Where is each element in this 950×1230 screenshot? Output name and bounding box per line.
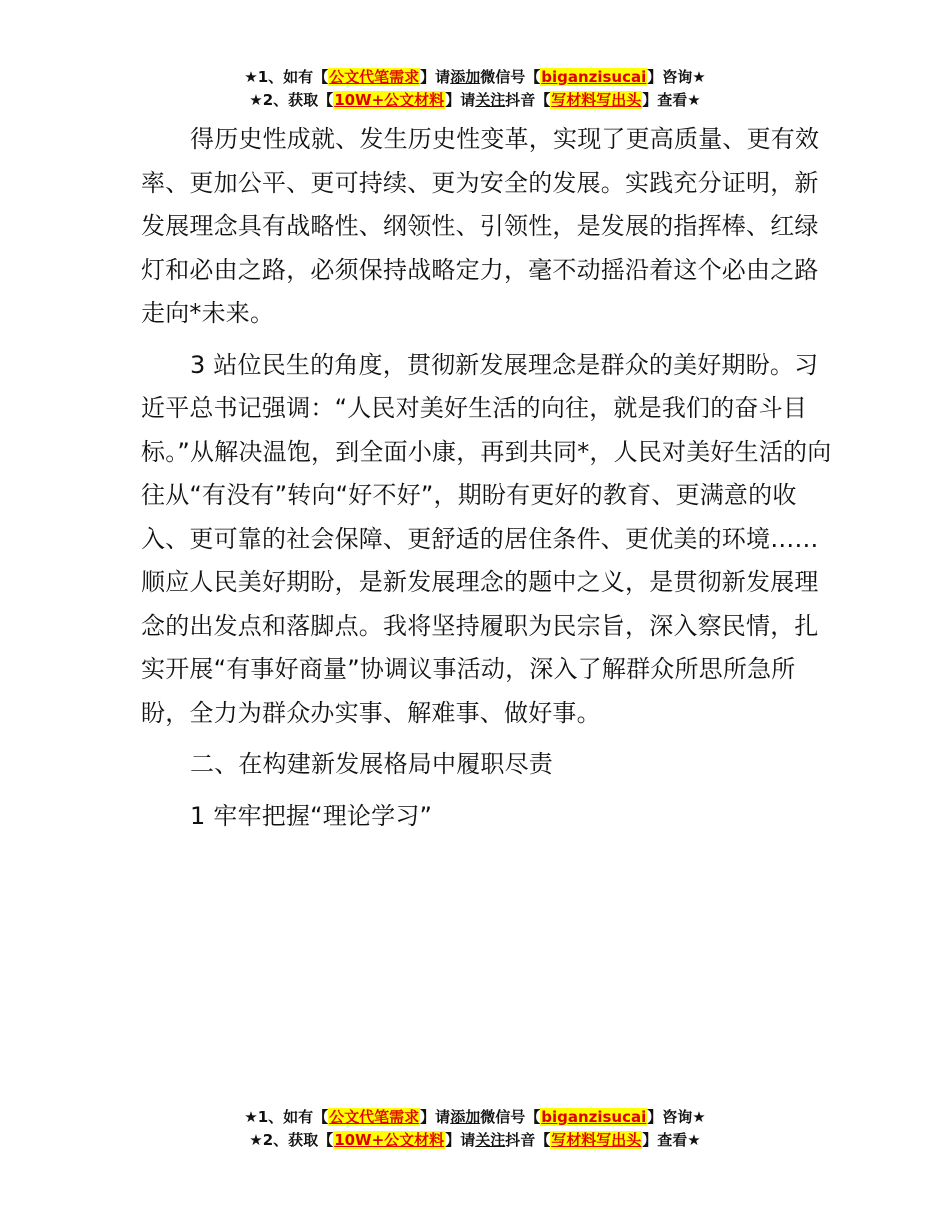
subsection-heading: 1 牢牢把握“理论学习” <box>190 801 433 830</box>
document-body <box>141 118 841 838</box>
highlight-douyin-id: 写材料写出头 <box>551 1131 642 1149</box>
section-heading: 二、在构建新发展格局中履职尽责 <box>190 750 553 778</box>
header-line-2: ★2、获取【10W+公文材料】请关注抖音【写材料写出头】查看★ <box>249 91 701 109</box>
highlight-wechat-id: biganzisucai <box>541 1108 647 1126</box>
header-banner <box>0 66 950 112</box>
highlight-wechat-id: biganzisucai <box>541 68 647 86</box>
header-line-1: ★1、如有【公文代笔需求】请添加微信号【biganzisucai】咨询★ <box>244 68 706 86</box>
highlight-materials: 10W+公文材料 <box>334 1131 445 1149</box>
paragraph-2: 3 站位民生的角度，贯彻新发展理念是群众的美好期盼。习近平总书记强调：“人民对美好生活的向往，就是我们的奋斗目标。”从解决温饱，到全面小康，再到共同*，人民对美好生活的向往从“有没有”转向“好不好”，期盼有更好的教育、更满意的收入、更可靠的社会保障、更舒适的居住条件、更优美的环境……顺应人民美好期盼，是新发展理念的题中之义，是贯彻新发展理念的出发点和落脚点。我将坚持履职为民宗旨，深入察民情，扎实开展“有事好商量”协调议事活动，深入了解群众所思所急所盼，全力为群众办实事、解难事、做好事。 <box>141 350 832 727</box>
footer-banner <box>0 1106 950 1152</box>
highlight-service: 公文代笔需求 <box>329 68 420 86</box>
footer-line-1: ★1、如有【公文代笔需求】请添加微信号【biganzisucai】咨询★ <box>244 1108 706 1126</box>
footer-line-2: ★2、获取【10W+公文材料】请关注抖音【写材料写出头】查看★ <box>249 1131 701 1149</box>
highlight-douyin-id: 写材料写出头 <box>551 91 642 109</box>
highlight-materials: 10W+公文材料 <box>334 91 445 109</box>
highlight-service: 公文代笔需求 <box>329 1108 420 1126</box>
paragraph-1: 得历史性成就、发生历史性变革，实现了更高质量、更有效率、更加公平、更可持续、更为安全的发展。实践充分证明，新发展理念具有战略性、纲领性、引领性，是发展的指挥棒、红绿灯和必由之路，必须保持战略定力，毫不动摇沿着这个必由之路走向*未来。 <box>141 125 820 327</box>
